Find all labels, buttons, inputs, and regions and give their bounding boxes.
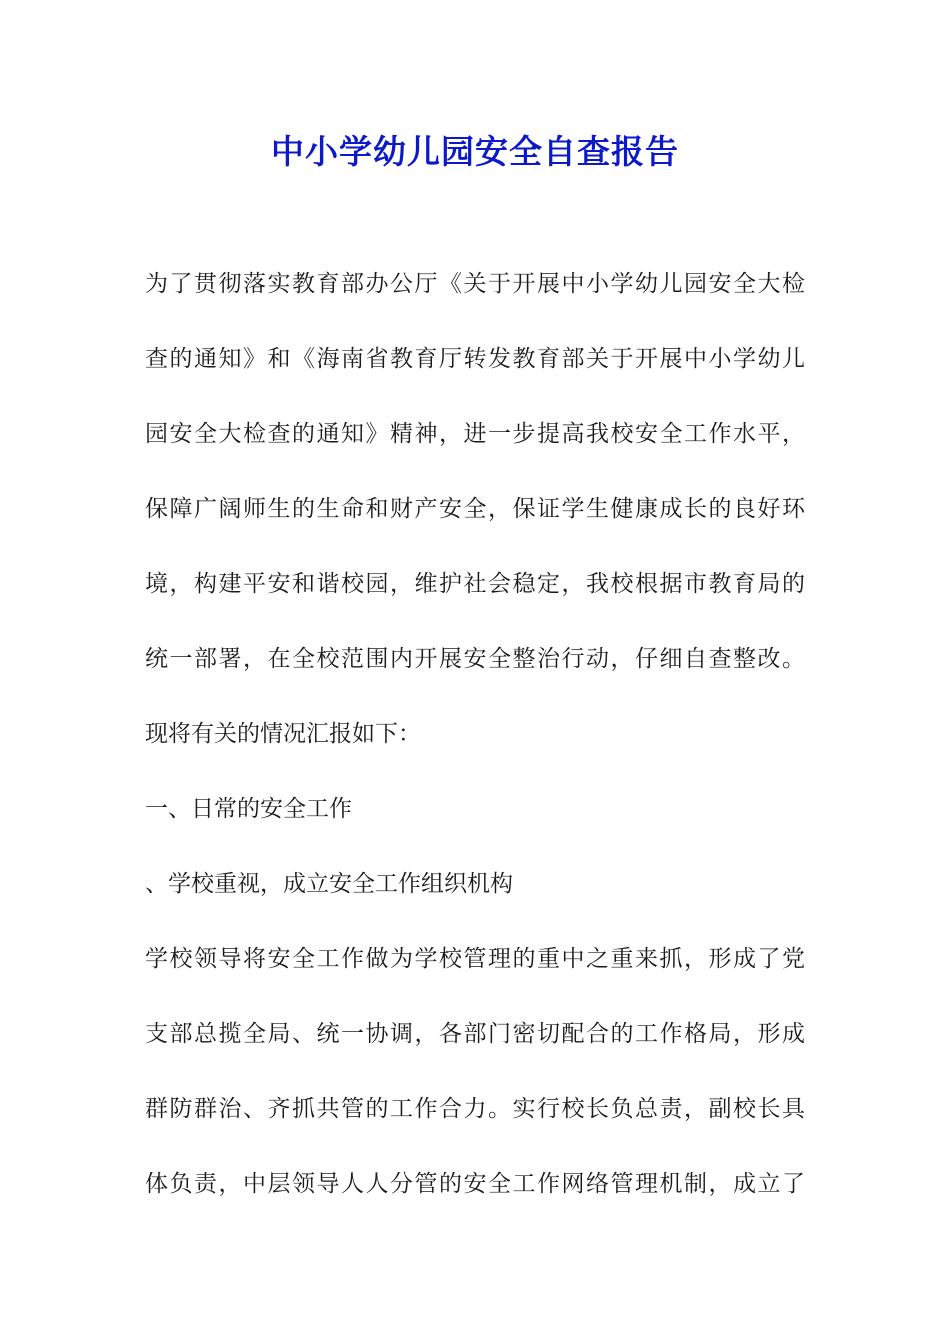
body-line-4: 保障广阔师生的生命和财产安全，保证学生健康成长的良好环: [145, 496, 805, 522]
section-heading: 一、日常的安全工作: [145, 796, 352, 822]
body-line-1: 为了贯彻落实教育部办公厅《关于开展中小学幼儿园安全大检: [145, 271, 805, 297]
body-line-11: 支部总揽全局、统一协调，各部门密切配合的工作格局，形成: [145, 1021, 805, 1047]
body-line-10: 学校领导将安全工作做为学校管理的重中之重来抓，形成了党: [145, 946, 805, 972]
body-line-6: 统一部署，在全校范围内开展安全整治行动，仔细自查整改。: [145, 646, 805, 672]
body-line-7: 现将有关的情况汇报如下：: [145, 721, 421, 747]
subsection-heading: 、学校重视，成立安全工作组织机构: [145, 871, 513, 897]
body-line-5: 境，构建平安和谐校园，维护社会稳定，我校根据市教育局的: [145, 571, 805, 597]
body-line-3: 园安全大检查的通知》精神，进一步提高我校安全工作水平，: [145, 421, 805, 447]
body-line-2: 查的通知》和《海南省教育厅转发教育部关于开展中小学幼儿: [145, 346, 805, 372]
document-title: 中小学幼儿园安全自查报告: [271, 132, 679, 171]
body-line-12: 群防群治、齐抓共管的工作合力。实行校长负总责，副校长具: [145, 1096, 805, 1122]
body-line-13: 体负责，中层领导人人分管的安全工作网络管理机制，成立了: [145, 1171, 805, 1197]
